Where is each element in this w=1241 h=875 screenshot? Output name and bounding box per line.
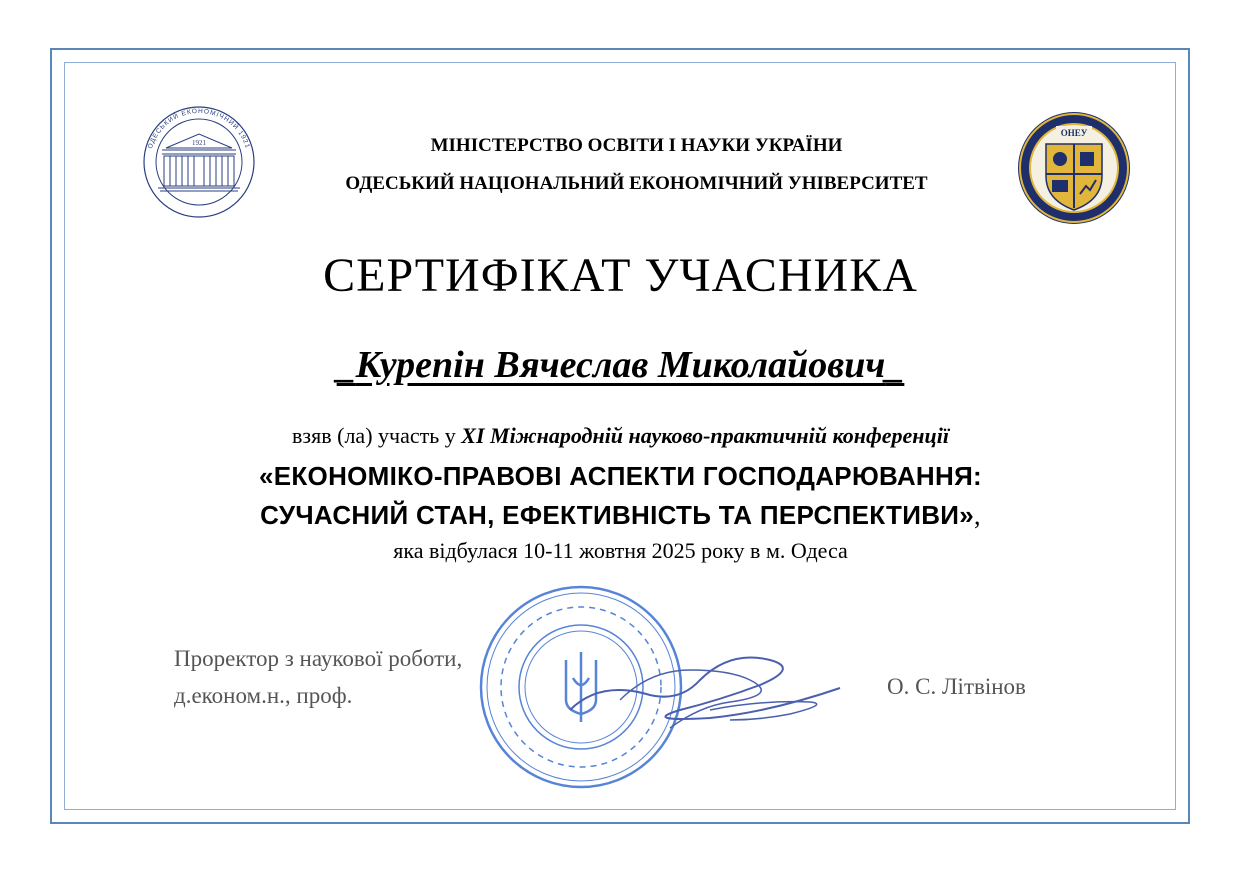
signatory-position-line-1: Проректор з наукової роботи, [174,646,463,671]
conference-theme-line-2 [0,500,1241,531]
ministry-heading: МІНІСТЕРСТВО ОСВІТИ І НАУКИ УКРАЇНИ [430,135,843,156]
participant-name: Курепін Вячеслав Миколайович [355,344,886,386]
conference-theme-line-2-text: СУЧАСНИЙ СТАН, ЕФЕКТИВНІСТЬ ТА ПЕРСПЕКТИВИ» [260,500,975,530]
participant-name-line [0,343,1241,387]
signatory-name: О. С. Літвінов [887,674,1026,699]
conference-date-place: яка відбулася 10-11 жовтня 2025 року в м. Одеса [393,538,848,563]
signatory-position-line-2: д.економ.н., проф. [174,683,353,708]
conference-theme-line-1: «ЕКОНОМІКО-ПРАВОВІ АСПЕКТИ ГОСПОДАРЮВАННЯ: [258,461,983,491]
participation-text: взяв (ла) участь у [292,423,462,448]
svg-text:ОДЕСЬКИЙ ЕКОНОМІЧНИЙ 1921: ОДЕСЬКИЙ ЕКОНОМІЧНИЙ 1921 [146,107,252,150]
university-building-logo [136,104,262,220]
name-underline-left: _ [336,344,356,386]
conference-name: XI Міжнародній науково-практичній конференції [461,423,949,448]
handwritten-signature [560,640,850,740]
name-underline-right: _ [885,344,905,386]
department-badge-logo [1016,110,1132,226]
certificate-title: СЕРТИФІКАТ УЧАСНИКА [323,249,918,302]
svg-text:1921: 1921 [192,139,206,147]
university-heading: ОДЕСЬКИЙ НАЦІОНАЛЬНИЙ ЕКОНОМІЧНИЙ УНІВЕРСИТЕТ [345,173,928,194]
participation-line [0,423,1241,449]
signatory-position [174,640,462,714]
svg-text:ОНЕУ: ОНЕУ [1060,128,1088,138]
theme-comma: , [974,501,981,530]
